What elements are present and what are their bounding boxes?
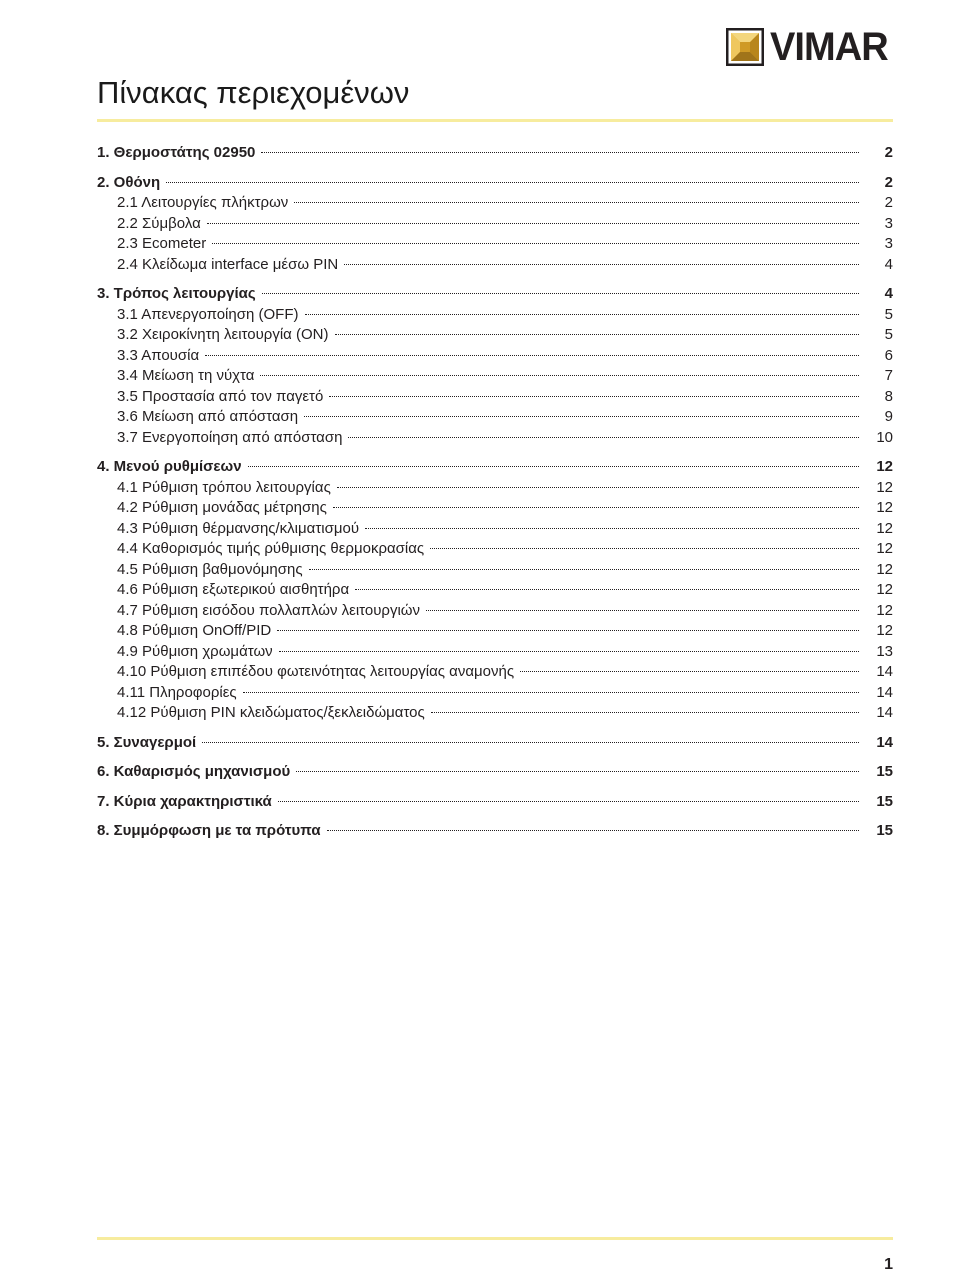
toc-dot-leader (279, 651, 859, 652)
toc-entry-title: 3.7 Ενεργοποίηση από απόσταση (117, 428, 343, 446)
toc-dot-leader (430, 548, 859, 549)
toc-entry[interactable] (97, 193, 893, 214)
toc-dot-leader (243, 692, 859, 693)
toc-entry[interactable] (97, 305, 893, 326)
toc-entry-title: 2. Οθόνη (97, 173, 161, 191)
toc-entry-page: 12 (876, 499, 893, 516)
toc-dot-leader (205, 355, 859, 356)
toc-entry-title: 4.2 Ρύθμιση μονάδας μέτρησης (117, 499, 327, 516)
toc-entry-page: 12 (876, 519, 893, 537)
toc-entry-title: 4.4 Καθορισμός τιμής ρύθμισης θερμοκρασίας (117, 540, 425, 557)
toc-entry-page: 14 (876, 733, 893, 751)
toc-entry-page: 14 (876, 704, 893, 721)
toc-dot-leader (355, 589, 859, 590)
toc-dot-leader (262, 293, 859, 294)
toc-entry-title: 1. Θερμοστάτης 02950 (97, 144, 256, 161)
toc-dot-leader (309, 569, 859, 570)
toc-entry-page: 14 (876, 683, 893, 701)
toc-dot-leader (212, 243, 859, 244)
toc-entry-page: 12 (876, 458, 893, 475)
toc-dot-leader (202, 742, 859, 743)
toc-entry-page: 4 (884, 285, 893, 302)
toc-entry-page: 12 (876, 581, 893, 598)
toc-entry-title: 2.1 Λειτουργίες πλήκτρων (117, 194, 289, 211)
toc-entry-title: 5. Συναγερμοί (97, 733, 197, 751)
toc-entry-page: 12 (876, 540, 893, 557)
toc-entry-page: 6 (884, 346, 893, 364)
toc-entry-title: 3. Τρόπος λειτουργίας (97, 285, 256, 302)
toc-entry[interactable] (97, 642, 893, 663)
toc-dot-leader (207, 223, 859, 224)
toc-entry-page: 14 (876, 663, 893, 680)
toc-entry-page: 4 (884, 255, 893, 273)
toc-entry-page: 2 (884, 144, 893, 161)
toc-dot-leader (431, 712, 859, 713)
toc-entry-page: 10 (876, 428, 893, 446)
toc-entry-page: 9 (884, 408, 893, 425)
toc-entry-title: 4.5 Ρύθμιση βαθμονόμησης (117, 560, 303, 578)
footer-divider (97, 1237, 893, 1240)
toc-entry-title: 3.5 Προστασία από τον παγετό (117, 387, 324, 405)
toc-dot-leader (344, 264, 859, 265)
toc-entry-title: 2.3 Ecometer (117, 235, 207, 252)
toc-entry[interactable] (97, 387, 893, 408)
toc-entry-page: 2 (884, 194, 893, 211)
toc-entry[interactable] (97, 478, 893, 499)
toc-entry[interactable] (97, 234, 893, 255)
toc-entry-page: 7 (884, 367, 893, 384)
toc-entry-title: 4.1 Ρύθμιση τρόπου λειτουργίας (117, 478, 331, 496)
toc-dot-leader (520, 671, 859, 672)
toc-entry-page: 15 (876, 822, 893, 839)
toc-entry[interactable] (97, 601, 893, 622)
toc-dot-leader (335, 334, 859, 335)
toc-entry-page: 5 (884, 305, 893, 323)
toc-entry-page: 12 (876, 560, 893, 578)
header-divider (97, 119, 893, 122)
toc-entry[interactable] (97, 366, 893, 387)
toc-entry[interactable] (97, 560, 893, 581)
toc-dot-leader (248, 466, 859, 467)
toc-entry[interactable] (97, 173, 893, 194)
toc-entry-title: 4.7 Ρύθμιση εισόδου πολλαπλών λειτουργιών (117, 601, 420, 619)
toc-dot-leader (304, 416, 859, 417)
toc-entry-page: 3 (884, 235, 893, 252)
toc-entry-title: 2.2 Σύμβολα (117, 214, 201, 232)
toc-dot-leader (294, 202, 859, 203)
toc-entry[interactable] (97, 762, 893, 783)
toc-dot-leader (426, 610, 859, 611)
toc-entry-title: 4.10 Ρύθμιση επιπέδου φωτεινότητας λειτουργίας αναμονής (117, 663, 515, 680)
toc-entry-page: 15 (876, 763, 893, 780)
toc-dot-leader (277, 630, 859, 631)
toc-entry[interactable] (97, 428, 893, 449)
toc-entry-title: 4.9 Ρύθμιση χρωμάτων (117, 642, 273, 660)
toc-entry[interactable] (97, 662, 893, 683)
page-title: Πίνακας περιεχομένων (97, 75, 410, 110)
toc-entry[interactable] (97, 325, 893, 346)
toc-entry[interactable] (97, 703, 893, 724)
vimar-logo-mark-icon (726, 28, 764, 66)
toc-dot-leader (365, 528, 859, 529)
toc-entry[interactable] (97, 621, 893, 642)
toc-entry-title: 3.4 Μείωση τη νύχτα (117, 367, 255, 384)
table-of-contents (97, 143, 893, 842)
toc-entry-page: 3 (884, 214, 893, 232)
toc-entry-title: 4.8 Ρύθμιση OnOff/PID (117, 622, 272, 639)
toc-entry[interactable] (97, 519, 893, 540)
toc-entry-page: 13 (876, 642, 893, 660)
toc-dot-leader (278, 801, 859, 802)
toc-dot-leader (296, 771, 859, 772)
toc-entry[interactable] (97, 792, 893, 813)
toc-entry-title: 4.11 Πληροφορίες (117, 683, 237, 701)
toc-entry[interactable] (97, 214, 893, 235)
toc-entry-title: 4.6 Ρύθμιση εξωτερικού αισθητήρα (117, 581, 350, 598)
toc-entry-title: 8. Συμμόρφωση με τα πρότυπα (97, 822, 321, 839)
toc-dot-leader (337, 487, 859, 488)
toc-dot-leader (261, 152, 859, 153)
toc-entry[interactable] (97, 580, 893, 601)
toc-entry-title: 3.3 Απουσία (117, 346, 200, 364)
toc-dot-leader (166, 182, 859, 183)
toc-entry-page: 12 (876, 622, 893, 639)
toc-dot-leader (333, 507, 859, 508)
toc-dot-leader (329, 396, 859, 397)
page-number: 1 (884, 1256, 893, 1273)
toc-entry-page: 15 (876, 792, 893, 810)
toc-entry[interactable] (97, 539, 893, 560)
toc-entry-title: 7. Κύρια χαρακτηριστικά (97, 792, 272, 810)
toc-entry-page: 5 (884, 326, 893, 343)
toc-entry[interactable] (97, 498, 893, 519)
toc-entry[interactable] (97, 683, 893, 704)
toc-entry-title: 4.12 Ρύθμιση PIN κλειδώματος/ξεκλειδώματος (117, 704, 425, 721)
toc-entry-page: 2 (884, 173, 893, 191)
toc-entry-title: 4.3 Ρύθμιση θέρμανσης/κλιματισμού (117, 519, 360, 537)
toc-entry[interactable] (97, 284, 893, 305)
toc-entry[interactable] (97, 733, 893, 754)
toc-dot-leader (327, 830, 859, 831)
toc-entry[interactable] (97, 457, 893, 478)
brand-wordmark: VIMAR (770, 25, 888, 69)
toc-entry-title: 4. Μενού ρυθμίσεων (97, 458, 242, 475)
toc-entry-title: 6. Καθαρισμός μηχανισμού (97, 763, 291, 780)
toc-entry-title: 3.2 Χειροκίνητη λειτουργία (ON) (117, 326, 329, 343)
toc-entry[interactable] (97, 407, 893, 428)
toc-entry[interactable] (97, 143, 893, 164)
toc-dot-leader (260, 375, 859, 376)
toc-entry[interactable] (97, 255, 893, 276)
toc-dot-leader (348, 437, 859, 438)
toc-entry-title: 2.4 Κλείδωμα interface μέσω PIN (117, 255, 339, 273)
brand-logo (726, 27, 894, 67)
toc-entry[interactable] (97, 821, 893, 842)
toc-entry-page: 8 (884, 387, 893, 405)
toc-entry-page: 12 (876, 601, 893, 619)
toc-entry-title: 3.6 Μείωση από απόσταση (117, 408, 299, 425)
toc-entry-page: 12 (876, 478, 893, 496)
toc-entry-title: 3.1 Απενεργοποίηση (OFF) (117, 305, 299, 323)
toc-entry[interactable] (97, 346, 893, 367)
toc-dot-leader (305, 314, 860, 315)
